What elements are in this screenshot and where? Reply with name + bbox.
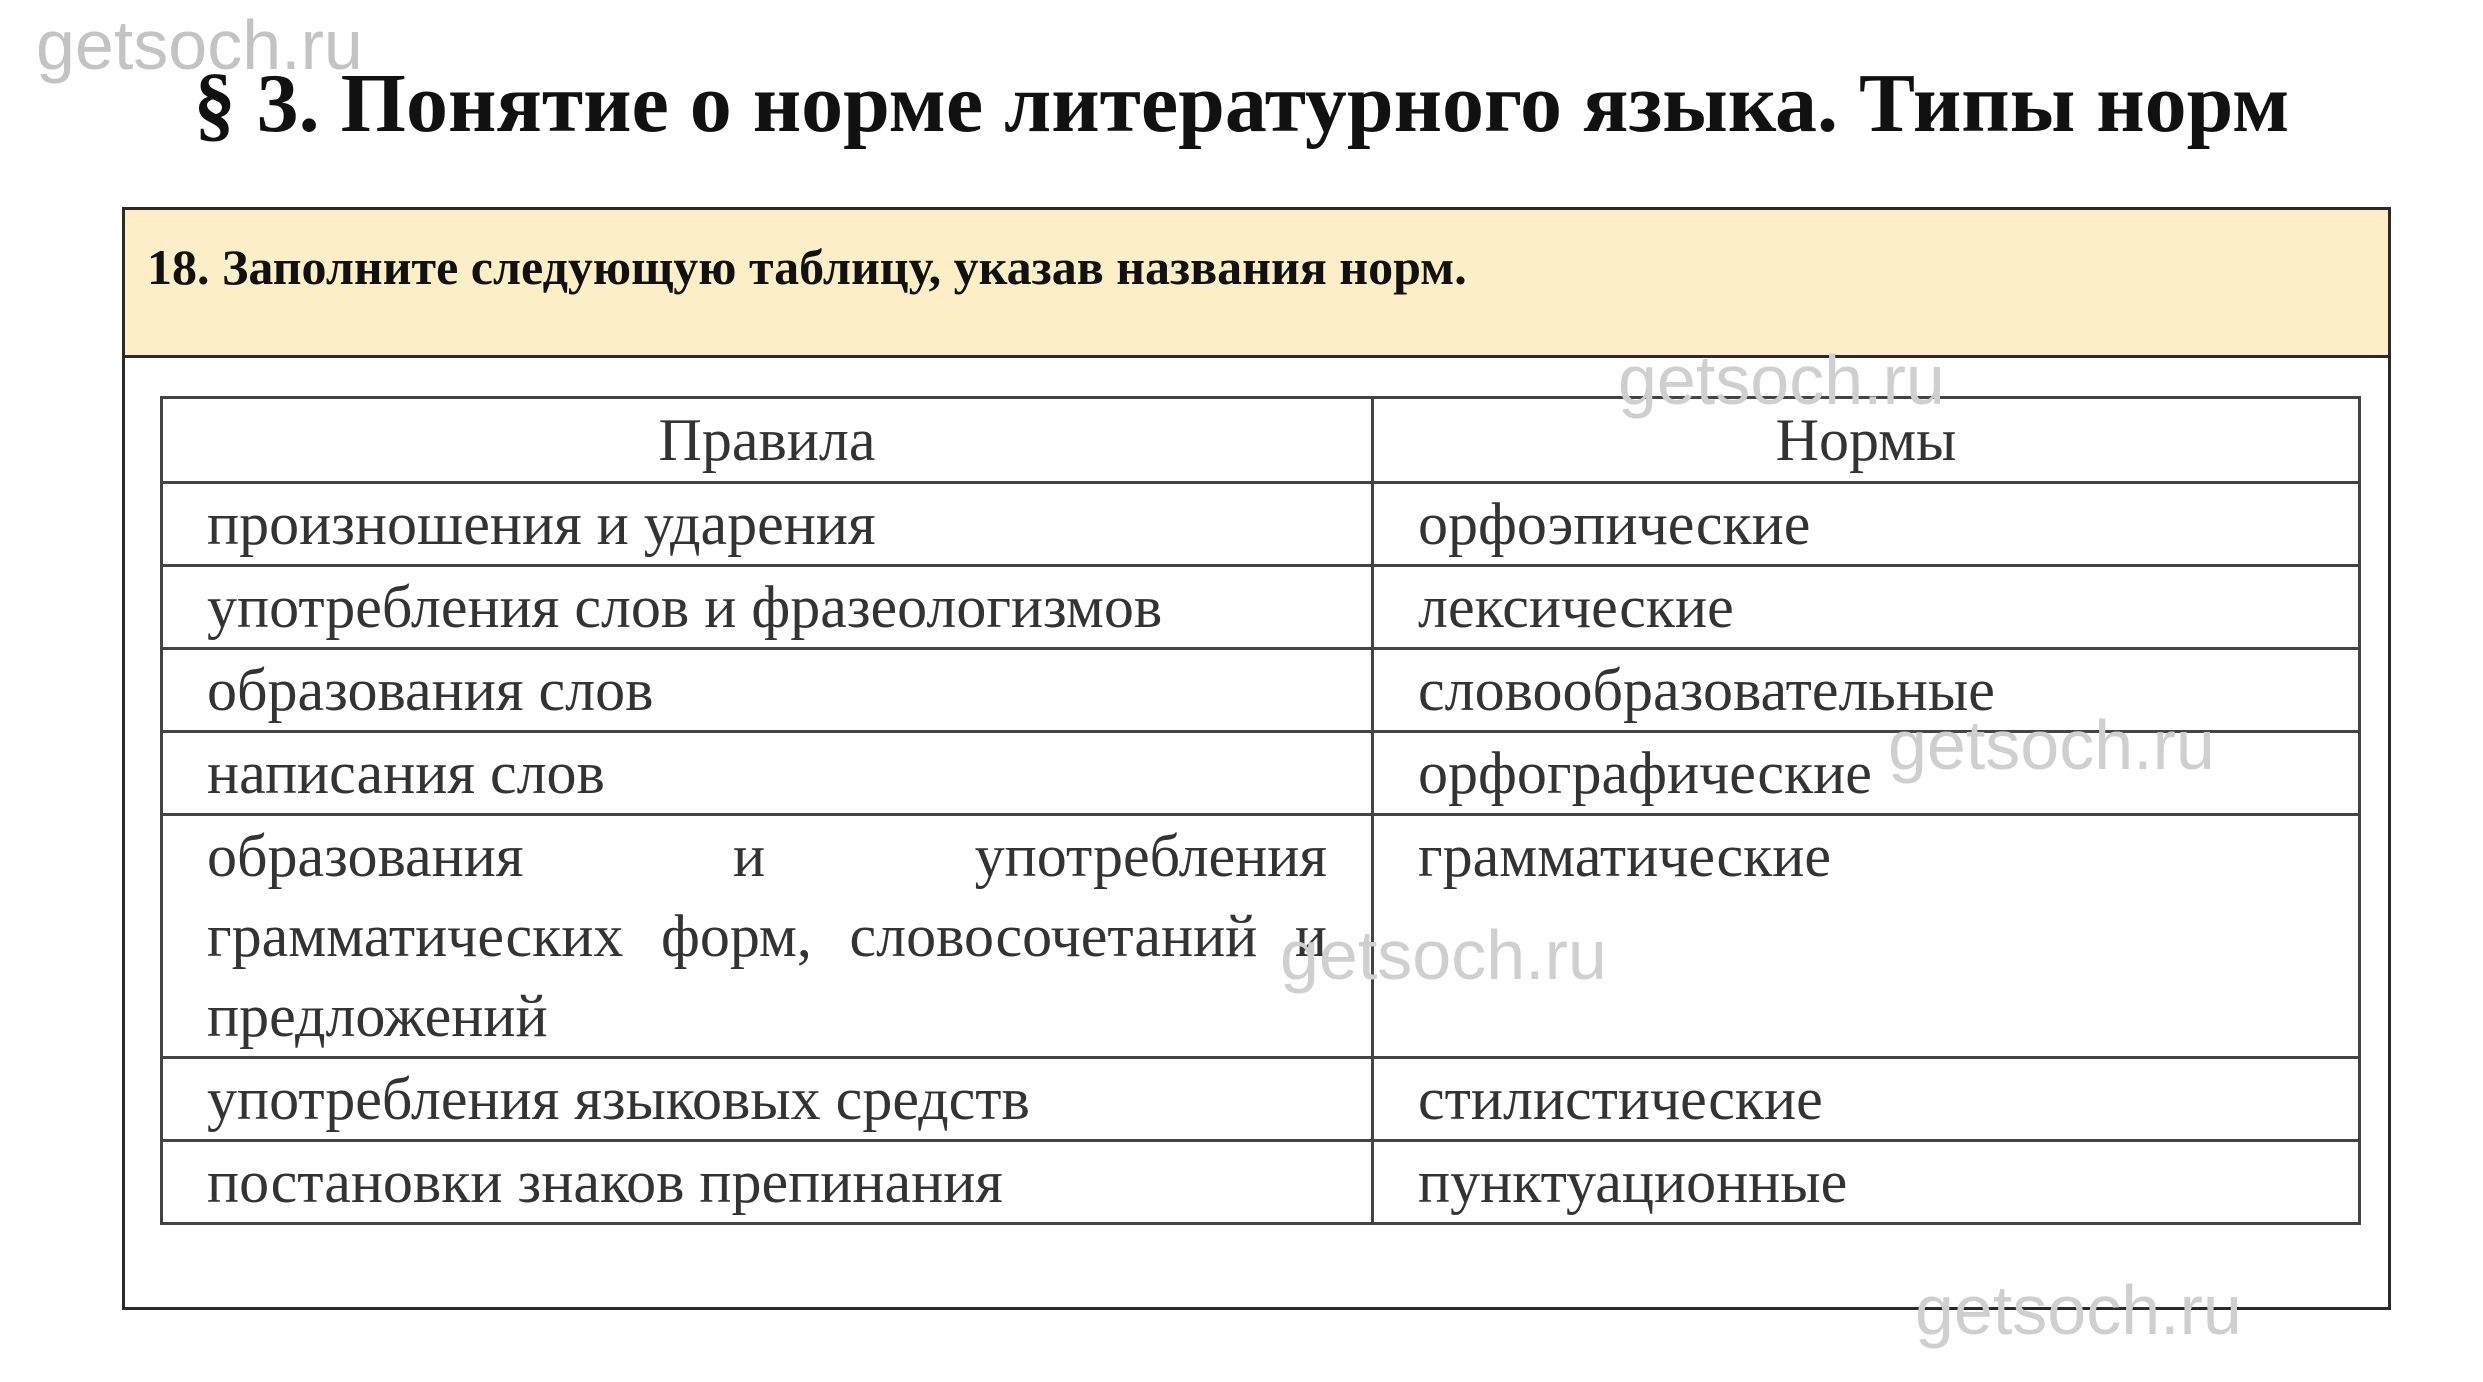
rule-cell: употребления слов и фразеологизмов <box>162 566 1373 649</box>
page-title: § 3. Понятие о норме литературного языка. Типы норм <box>193 57 2290 150</box>
table-row <box>162 1141 2360 1224</box>
rule-cell: написания слов <box>162 732 1373 815</box>
watermark: getsoch.ru <box>1280 916 1607 994</box>
column-header-rules: Правила <box>162 398 1373 483</box>
table-row <box>162 815 2360 1058</box>
norm-cell: словообразовательные <box>1373 649 2360 732</box>
table-row <box>162 1058 2360 1141</box>
table-row <box>162 566 2360 649</box>
table-row <box>162 483 2360 566</box>
norm-cell: стилистические <box>1373 1058 2360 1141</box>
task-instruction: 18. Заполните следующую таблицу, указав названия норм. <box>147 239 1467 295</box>
rule-cell: постановки знаков препинания <box>162 1141 1373 1224</box>
watermark: getsoch.ru <box>1915 1271 2242 1349</box>
norm-cell: лексические <box>1373 566 2360 649</box>
rule-cell: употребления языковых средств <box>162 1058 1373 1141</box>
rule-cell: произношения и ударения <box>162 483 1373 566</box>
norm-cell: орфографические <box>1373 732 2360 815</box>
norm-cell: грамматические <box>1373 815 2360 1058</box>
watermark: getsoch.ru <box>1888 706 2215 784</box>
rule-cell: образования и употребления грамматических форм, словосочетаний и предложений <box>162 815 1373 1058</box>
rule-cell: образования слов <box>162 649 1373 732</box>
table-header-row <box>162 398 2360 483</box>
watermark: getsoch.ru <box>1618 341 1945 419</box>
watermark: getsoch.ru <box>36 6 363 84</box>
norm-cell: пунктуационные <box>1373 1141 2360 1224</box>
norm-cell: орфоэпические <box>1373 483 2360 566</box>
task-header <box>125 210 2388 358</box>
column-header-norms: Нормы <box>1373 398 2360 483</box>
norms-table <box>160 396 2361 1225</box>
